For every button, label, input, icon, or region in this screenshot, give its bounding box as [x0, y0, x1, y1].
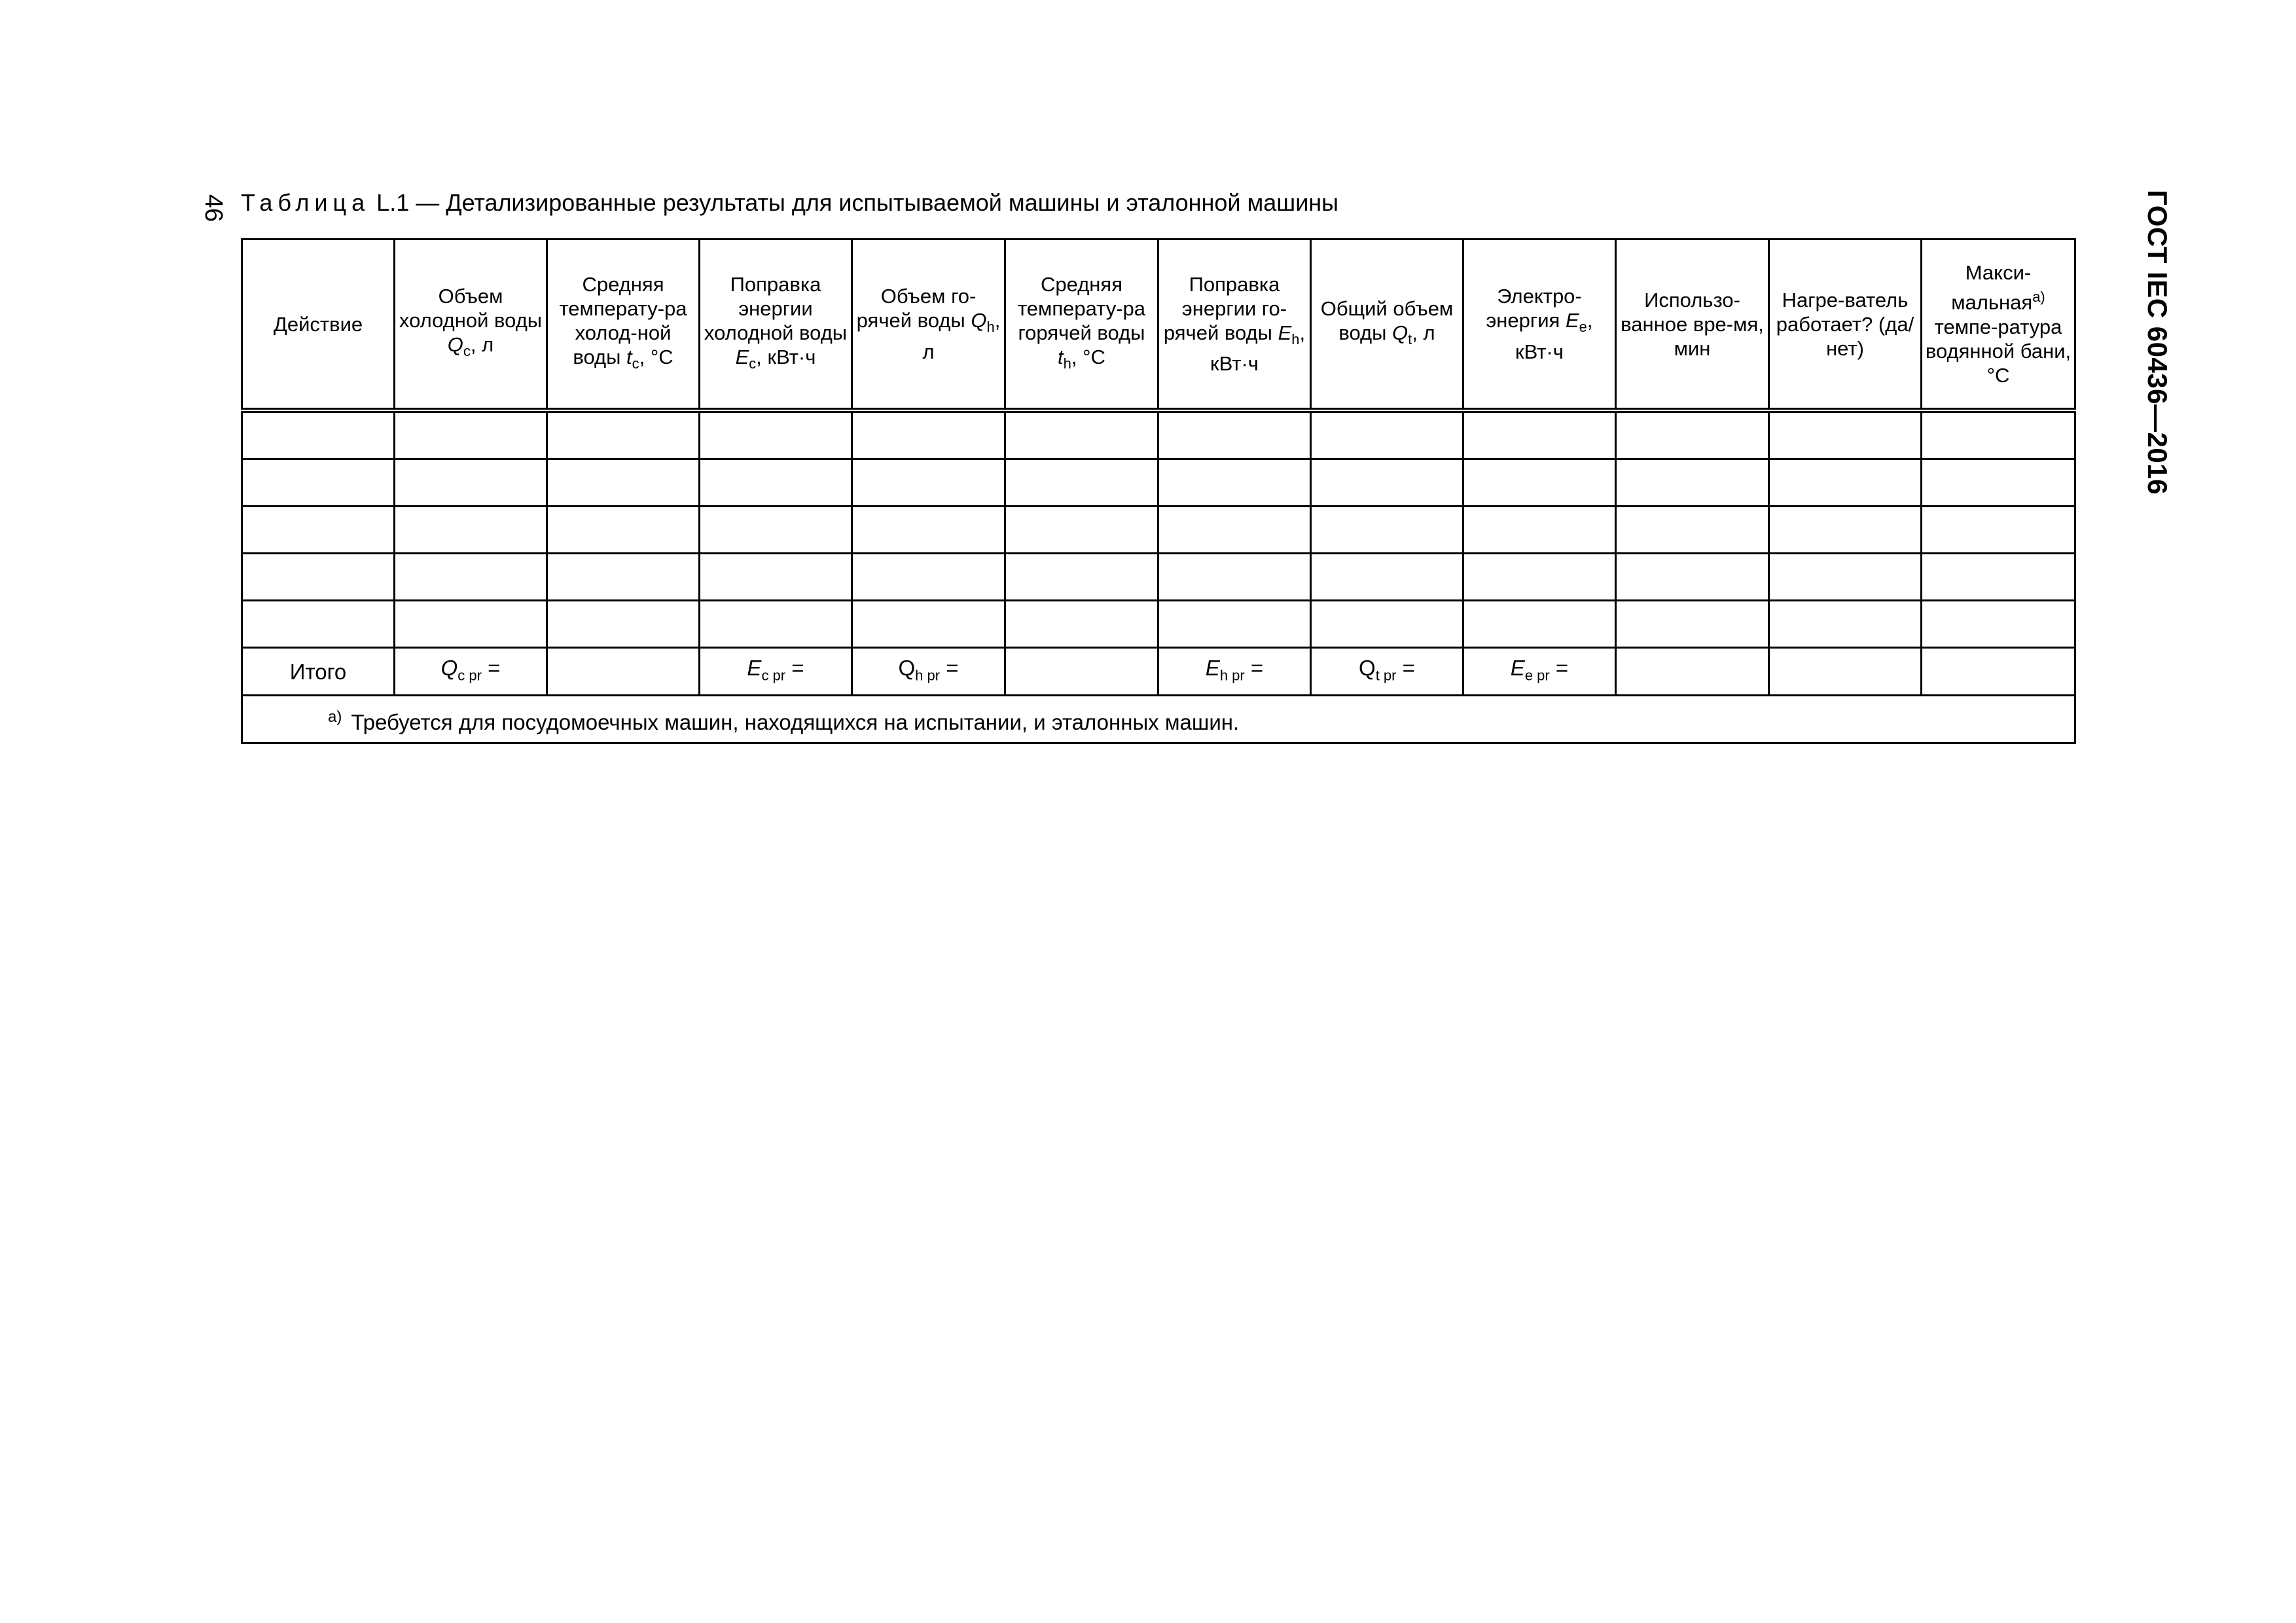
page-number: 46: [200, 194, 227, 223]
total-qt: $Q_{t pr}$ =: [1311, 648, 1463, 696]
total-label: Итого: [242, 648, 395, 696]
table-row: [242, 459, 2075, 507]
header-hot-temperature: Средняя температу-ра горячей воды $t_h$, °C: [1005, 240, 1158, 411]
total-qh: $Q_{h pr}$ =: [852, 648, 1005, 696]
footnote: $^{а)}$ Требуется для посудомоечных машин, находящихся на испытании, и эталонных машин.: [242, 696, 2075, 743]
footnote-marker: а): [2032, 289, 2045, 306]
standard-designation: ГОСТ IEC 60436—2016: [2142, 190, 2173, 495]
header-total-volume: Общий объем воды $Q_t$, л: [1311, 240, 1463, 411]
table-row: [242, 601, 2075, 648]
total-ee: $E_{e pr}$ =: [1463, 648, 1616, 696]
table-row: [242, 554, 2075, 601]
header-action: Действие: [242, 240, 395, 411]
header-bath-temperature: Макси-мальная$^{а)}$ темпе-ратура водянной бани, °C: [1922, 240, 2075, 411]
header-cold-energy: Поправка энергии холодной воды $E_c$, кВт·ч: [700, 240, 852, 411]
footnote-row: [242, 696, 2075, 743]
total-ec: $E_{c pr}$ =: [700, 648, 852, 696]
caption-lead: Таблица: [241, 189, 370, 216]
header-time-used: Использо-ванное вре-мя, мин: [1616, 240, 1769, 411]
header-cold-temperature: Средняя температу-ра холод-ной воды $t_c$, °C: [547, 240, 700, 411]
table-caption: [241, 188, 2008, 217]
results-table: [241, 238, 2076, 744]
header-hot-energy: Поправка энергии го-рячей воды $E_h$, кВт·ч: [1158, 240, 1311, 411]
total-qc: $Q_{c pr}$ =: [395, 648, 547, 696]
header-cold-volume: Объем холодной воды $Q_c$, л: [395, 240, 547, 411]
total-eh: $E_{h pr}$ =: [1158, 648, 1311, 696]
header-hot-volume: Объем го-рячей воды $Q_h$, л: [852, 240, 1005, 411]
header-heater: Нагре-ватель работает? (да/нет): [1769, 240, 1922, 411]
header-electric-energy: Электро-энергия $E_e$, кВт·ч: [1463, 240, 1616, 411]
table-row: [242, 410, 2075, 459]
caption-text: L.1 — Детализированные результаты для испытываемой машины и эталонной машины: [376, 189, 1339, 216]
total-row: [242, 648, 2075, 696]
header-row: [242, 240, 2075, 411]
table-row: [242, 507, 2075, 554]
